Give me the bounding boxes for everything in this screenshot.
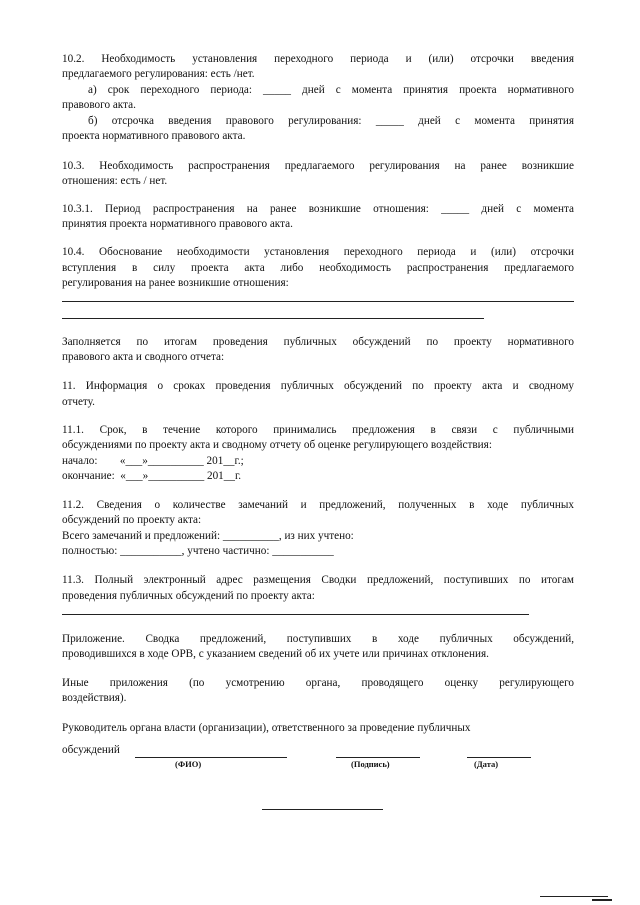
separator-line xyxy=(262,809,383,810)
caption-name: (ФИО) xyxy=(175,759,202,769)
section-11-2-accepted: полностью: ___________, учтено частично: ___________ xyxy=(62,545,334,557)
section-10-3-line2: отношения: есть / нет. xyxy=(62,175,168,187)
section-11-3-line1: 11.3. Полный электронный адрес размещения Сводки предложений, поступивших по итогам xyxy=(62,574,574,586)
signature-discussions-label: обсуждений xyxy=(62,744,120,756)
sign-line xyxy=(336,757,420,758)
fill-line xyxy=(62,614,529,615)
corner-line xyxy=(592,899,612,901)
fill-note-line1: Заполняется по итогам проведения публичных обсуждений по проекту нормативного xyxy=(62,336,574,348)
fill-line xyxy=(62,318,484,319)
name-line xyxy=(135,757,287,758)
section-10-4-line3: регулирования на ранее возникшие отношения: xyxy=(62,277,289,289)
signature-heading: Руководитель органа власти (организации), ответственного за проведение публичных xyxy=(62,722,471,734)
date-line xyxy=(467,757,531,758)
section-10-3-1-line1: 10.3.1. Период распространения на ранее возникшие отношения: _____ дней с момента xyxy=(62,203,574,215)
section-10-3-line1: 10.3. Необходимость распространения предлагаемого регулирования на ранее возникшие xyxy=(62,160,574,172)
section-10-2-line1: 10.2. Необходимость установления переходного периода и (или) отсрочки введения xyxy=(62,53,574,65)
section-10-4-line1: 10.4. Обоснование необходимости установления переходного периода и (или) отсрочки xyxy=(62,246,574,258)
section-10-4-line2: вступления в силу проекта акта либо необходимость распространения предлагаемого xyxy=(62,262,574,274)
fill-line xyxy=(62,301,574,302)
section-11-line2: отчету. xyxy=(62,396,95,408)
section-10-2-a-line1: а) срок переходного периода: _____ дней с момента принятия проекта нормативного xyxy=(88,84,574,96)
other-appendix-line1: Иные приложения (по усмотрению органа, проводящего оценку регулирующего xyxy=(62,677,574,689)
section-11-line1: 11. Информация о сроках проведения публичных обсуждений по проекту акта и сводному xyxy=(62,380,574,392)
section-10-3-1-line2: принятия проекта нормативного правового акта. xyxy=(62,218,293,230)
section-11-1-line1: 11.1. Срок, в течение которого принимались предложения в связи с публичными xyxy=(62,424,574,436)
section-10-2-line2: предлагаемого регулирования: есть /нет. xyxy=(62,68,255,80)
corner-line xyxy=(540,896,608,897)
appendix-line1: Приложение. Сводка предложений, поступивших в ходе публичных обсуждений, xyxy=(62,633,574,645)
other-appendix-line2: воздействия). xyxy=(62,692,127,704)
appendix-line2: проводившихся в ходе ОРВ, с указанием сведений об их учете или причинах отклонения. xyxy=(62,648,489,660)
section-10-2-a-line2: правового акта. xyxy=(62,99,136,111)
section-11-2-total: Всего замечаний и предложений: __________, из них учтено: xyxy=(62,530,354,542)
section-11-3-line2: проведения публичных обсуждений по проекту акта: xyxy=(62,590,315,602)
section-11-1-line2: обсуждениями по проекту акта и сводному отчету об оценке регулирующего воздействия: xyxy=(62,439,492,451)
period-start: начало: «___»__________ 201__г.; xyxy=(62,455,244,467)
period-end: окончание: «___»__________ 201__г. xyxy=(62,470,242,482)
section-10-2-b-line2: проекта нормативного правового акта. xyxy=(62,130,246,142)
caption-date: (Дата) xyxy=(474,759,499,769)
section-11-2-line1: 11.2. Сведения о количестве замечаний и предложений, полученных в ходе публичных xyxy=(62,499,574,511)
caption-signature: (Подпись) xyxy=(351,759,390,769)
fill-note-line2: правового акта и сводного отчета: xyxy=(62,351,225,363)
section-11-2-line2: обсуждений по проекту акта: xyxy=(62,514,202,526)
section-10-2-b-line1: б) отсрочка введения правового регулирования: _____ дней с момента принятия xyxy=(88,115,574,127)
